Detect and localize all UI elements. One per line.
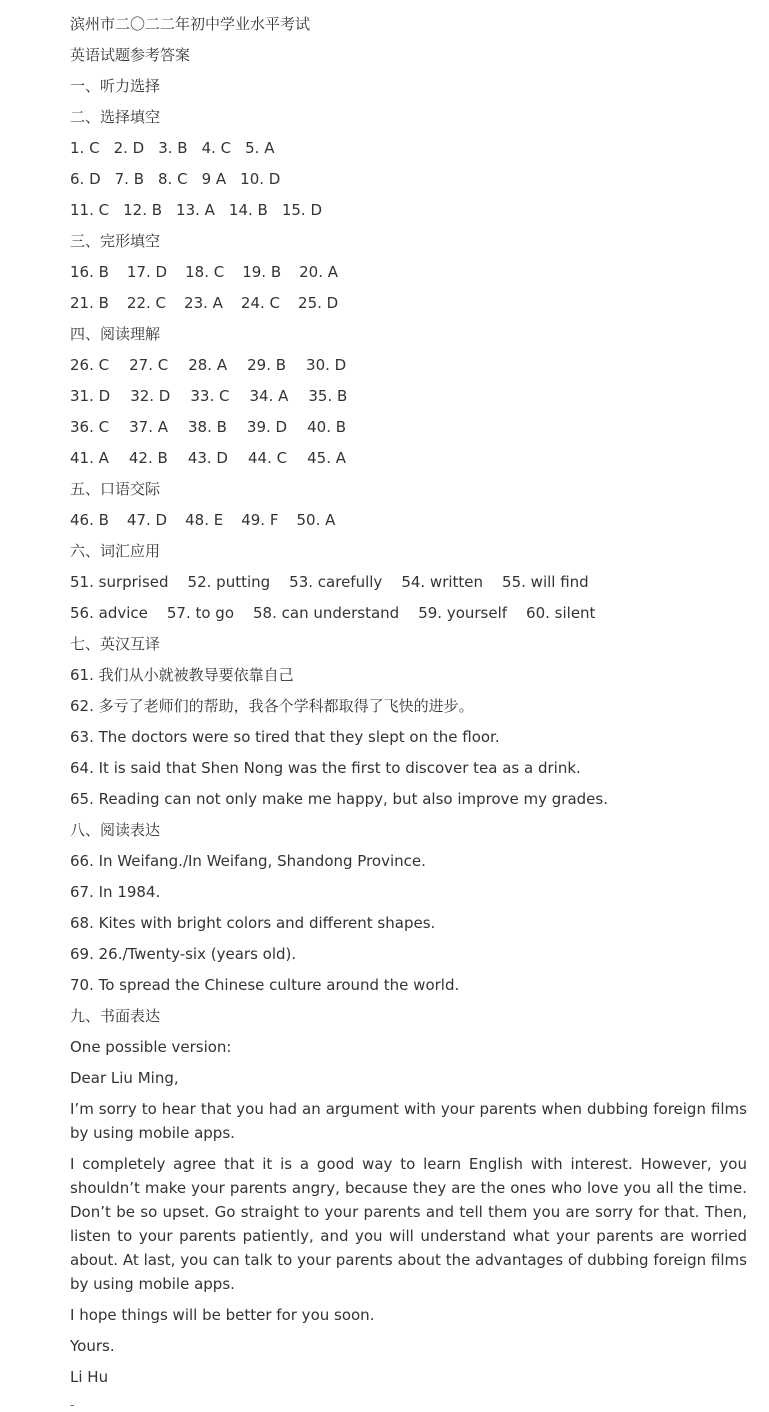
answer-item: 18. C	[185, 263, 225, 281]
answer-item: 49. F	[241, 511, 279, 529]
answer-item: 39. D	[246, 418, 288, 436]
section-heading: 二、选择填空	[70, 108, 161, 126]
answer-row	[70, 198, 747, 229]
answer-item: 44. C	[248, 449, 288, 467]
answer-item: 33. C	[190, 387, 230, 405]
answer-item: 9 A	[201, 170, 227, 188]
answer-item: 34. A	[249, 387, 289, 405]
answer-row	[70, 291, 747, 322]
answer-item: 30. D	[306, 356, 347, 374]
answer-line: 67. In 1984.	[70, 883, 161, 901]
answer-item: 3. B	[158, 139, 188, 157]
answer-item: 29. B	[247, 356, 287, 374]
answer-row	[70, 570, 747, 601]
answer-item: 56. advice	[70, 604, 148, 622]
answer-item: 6. D	[70, 170, 101, 188]
answer-item: 4. C	[201, 139, 232, 157]
answer-line: 64. It is said that Shen Nong was the first to discover tea as a drink.	[70, 759, 581, 777]
answer-item: 35. B	[308, 387, 348, 405]
answer-item: 48. E	[185, 511, 224, 529]
letter-paragraph: I’m sorry to hear that you had an argument with your parents when dubbing foreign films by using mobile apps.	[70, 1100, 747, 1142]
answer-item: 15. D	[281, 201, 323, 219]
answer-line: 70. To spread the Chinese culture around the world.	[70, 976, 460, 994]
answer-row	[70, 136, 747, 167]
letter-signature: Li Hu	[70, 1368, 109, 1386]
answer-row	[70, 508, 747, 539]
answer-item: 60. silent	[526, 604, 596, 622]
answer-item: 25. D	[298, 294, 339, 312]
essay-intro: One possible version:	[70, 1038, 232, 1056]
answer-item: 19. B	[242, 263, 282, 281]
answer-line: 68. Kites with bright colors and different shapes.	[70, 914, 436, 932]
answer-row	[70, 446, 747, 477]
answer-line: 61. 我们从小就被教导要依靠自己	[70, 666, 294, 684]
letter-closing: Yours.	[70, 1337, 115, 1355]
letter-paragraph: I hope things will be better for you soon.	[70, 1306, 375, 1324]
answer-row	[70, 260, 747, 291]
section-heading: 五、口语交际	[70, 480, 161, 498]
answer-item: 38. B	[188, 418, 227, 436]
answer-item: 37. A	[129, 418, 168, 436]
exam-title: 滨州市二〇二二年初中学业水平考试	[70, 15, 311, 33]
answer-line: 62. 多亏了老师们的帮助，我各个学科都取得了飞快的进步。	[70, 697, 474, 715]
footer-mark: -	[70, 1398, 75, 1412]
section-heading: 六、词汇应用	[70, 542, 161, 560]
answer-item: 51. surprised	[70, 573, 169, 591]
answer-row	[70, 167, 747, 198]
answer-item: 7. B	[114, 170, 145, 188]
answer-item: 17. D	[126, 263, 168, 281]
answer-item: 12. B	[123, 201, 163, 219]
answer-item: 14. B	[228, 201, 268, 219]
section-heading: 九、书面表达	[70, 1007, 161, 1025]
answer-item: 47. D	[126, 511, 168, 529]
document-subtitle: 英语试题参考答案	[70, 46, 191, 64]
letter-greeting: Dear Liu Ming,	[70, 1069, 179, 1087]
section-heading: 一、听力选择	[70, 77, 161, 95]
answer-item: 41. A	[70, 449, 109, 467]
answer-item: 57. to go	[166, 604, 235, 622]
answer-item: 32. D	[130, 387, 171, 405]
answer-row	[70, 601, 747, 632]
answer-item: 50. A	[296, 511, 336, 529]
answer-line: 65. Reading can not only make me happy, but also improve my grades.	[70, 790, 608, 808]
answer-item: 23. A	[184, 294, 223, 312]
answer-item: 40. B	[307, 418, 347, 436]
answer-item: 59. yourself	[418, 604, 508, 622]
answer-item: 43. D	[187, 449, 228, 467]
answer-item: 53. carefully	[289, 573, 383, 591]
answer-item: 1. C	[70, 139, 100, 157]
section-heading: 八、阅读表达	[70, 821, 161, 839]
answer-item: 11. C	[70, 201, 110, 219]
answer-line: 69. 26./Twenty-six (years old).	[70, 945, 297, 963]
answer-item: 42. B	[128, 449, 168, 467]
answer-row	[70, 415, 747, 446]
answer-item: 31. D	[70, 387, 111, 405]
answer-item: 26. C	[70, 356, 110, 374]
answer-item: 28. A	[188, 356, 228, 374]
answer-item: 20. A	[299, 263, 339, 281]
answer-item: 58. can understand	[253, 604, 400, 622]
answer-item: 5. A	[245, 139, 275, 157]
section-heading: 三、完形填空	[70, 232, 161, 250]
answer-item: 22. C	[126, 294, 167, 312]
section-heading: 四、阅读理解	[70, 325, 161, 343]
answer-item: 21. B	[70, 294, 109, 312]
letter-paragraph: I completely agree that it is a good way to learn English with interest. However, you shouldn’t make your parents angry, because they are the ones who love you all the time. Don’t be so upset. Go straight to your parents and tell them you are sorry for that. Then, listen to your parents patiently, and you will understand what your parents are worried about. At last, you can talk to your parents about the advantages of dubbing foreign films by using mobile apps.	[70, 1155, 747, 1293]
answer-item: 2. D	[113, 139, 145, 157]
answer-item: 45. A	[307, 449, 346, 467]
answer-item: 27. C	[129, 356, 169, 374]
answer-item: 8. C	[158, 170, 188, 188]
answer-item: 55. will find	[502, 573, 589, 591]
answer-item: 54. written	[401, 573, 484, 591]
answer-item: 24. C	[240, 294, 281, 312]
answer-item: 52. putting	[187, 573, 271, 591]
answer-row	[70, 384, 747, 415]
answer-item: 46. B	[70, 511, 109, 529]
section-heading: 七、英汉互译	[70, 635, 161, 653]
answer-item: 13. A	[176, 201, 215, 219]
answer-line: 63. The doctors were so tired that they slept on the floor.	[70, 728, 500, 746]
answer-line: 66. In Weifang./In Weifang, Shandong Province.	[70, 852, 426, 870]
answer-item: 10. D	[240, 170, 281, 188]
answer-item: 16. B	[70, 263, 109, 281]
answer-item: 36. C	[70, 418, 110, 436]
answer-row	[70, 353, 747, 384]
